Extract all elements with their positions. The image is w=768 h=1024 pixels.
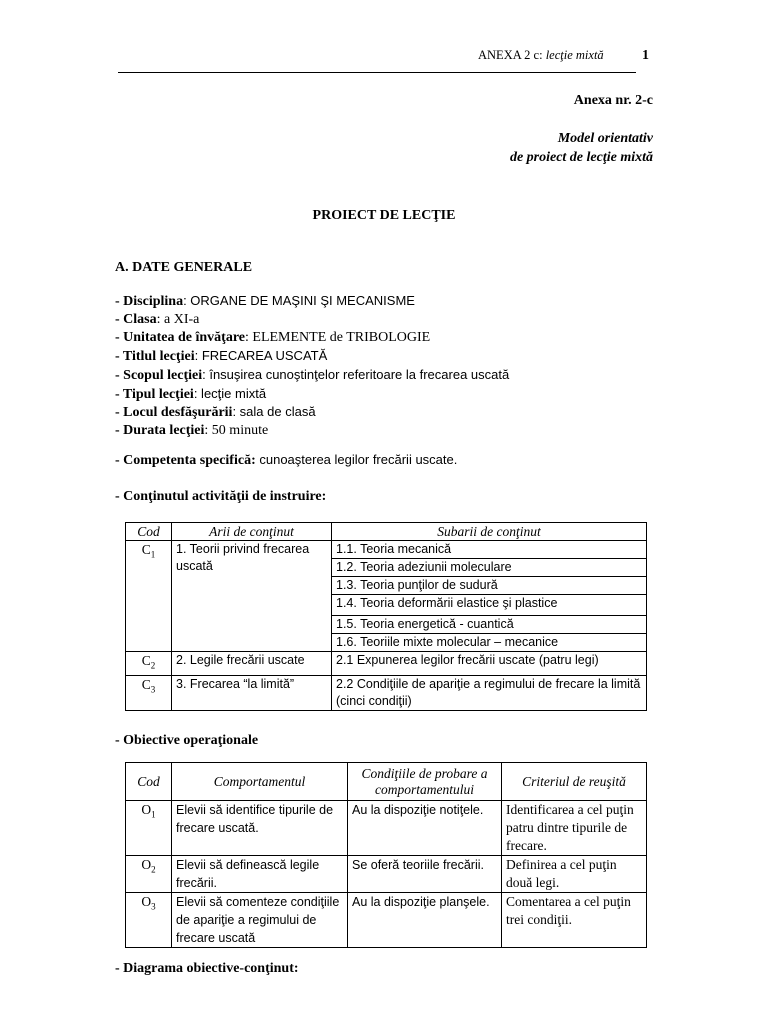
model-line-2: de proiect de lecţie mixtă — [509, 150, 653, 165]
general-item-titlul: - Titlul lecţiei: FRECAREA USCATĂ — [115, 347, 328, 364]
objectives-table-header — [126, 763, 647, 801]
subarea-cell: 2.2 Condiţiile de apariţie a regimului de frecare la limită (cinci condiţii) — [332, 675, 647, 710]
objective-conditions: Se oferă teoriile frecării. — [348, 856, 502, 893]
subarea-cell: 1.1. Teoria mecanică — [332, 541, 647, 559]
general-item-locul: - Locul desfăşurării: sala de clasă — [115, 404, 316, 421]
general-data-list — [115, 292, 509, 440]
header-annex-type: lecţie mixtă — [545, 48, 604, 62]
objective-behavior: Elevii să comenteze condiţiile de apariţie a regimului de frecare uscată — [172, 893, 348, 948]
general-item-disciplina: - Disciplina: ORGANE DE MAŞINI ŞI MECANISME — [115, 293, 415, 309]
table-row — [126, 675, 647, 710]
objective-code: $O_3$ — [126, 893, 172, 948]
annex-number: Anexa nr. 2-c — [573, 93, 653, 108]
col-header-cod: Cod — [126, 763, 172, 801]
objective-criterion: Identificarea a cel puţin patru dintre tipurile de frecare. — [502, 801, 647, 856]
header-annex-label: ANEXA 2 c: — [478, 48, 543, 62]
content-code-c2: $C_2$ — [126, 652, 172, 676]
table-row — [126, 652, 647, 676]
content-code-c3: $C_3$ — [126, 675, 172, 710]
objective-behavior: Elevii să definească legile frecării. — [172, 856, 348, 893]
competence-label: - Competenta specifică: — [115, 453, 256, 468]
general-item-clasa: - Clasa: a XI-a — [115, 311, 200, 327]
content-heading: - Conţinutul activităţii de instruire: — [115, 489, 327, 504]
col-header-conditii: Condiţiile de probare a comportamentului — [348, 763, 502, 801]
col-header-arii: Arii de conţinut — [172, 523, 332, 541]
section-a-heading: A. DATE GENERALE — [115, 260, 253, 275]
subarea-cell: 1.3. Teoria punţilor de sudură — [332, 577, 647, 595]
col-header-comportament: Comportamentul — [172, 763, 348, 801]
header-rule — [118, 72, 636, 73]
objective-code: $O_2$ — [126, 856, 172, 893]
objectives-table — [125, 762, 647, 948]
subarea-cell: 1.6. Teoriile mixte molecular – mecanice — [332, 634, 647, 652]
content-area-c1: 1. Teorii privind frecarea uscată — [172, 541, 332, 652]
content-area-c2: 2. Legile frecării uscate — [172, 652, 332, 676]
subarea-cell: 1.5. Teoria energetică - cuantică — [332, 616, 647, 634]
objective-conditions: Au la dispoziţie planşele. — [348, 893, 502, 948]
subarea-cell: 1.2. Teoria adeziunii moleculare — [332, 559, 647, 577]
competence-line — [115, 452, 457, 469]
table-row — [126, 801, 647, 856]
table-row — [126, 893, 647, 948]
model-caption — [510, 129, 653, 167]
subarea-cell: 1.4. Teoria deformării elastice şi plastice — [332, 595, 647, 616]
header-annex — [478, 48, 604, 63]
objectives-heading: - Obiective operaţionale — [115, 733, 259, 748]
col-header-subarii: Subarii de conţinut — [332, 523, 647, 541]
objective-conditions: Au la dispoziţie notiţele. — [348, 801, 502, 856]
general-item-tipul: - Tipul lecţiei: lecţie mixtă — [115, 385, 267, 402]
col-header-criteriu: Criteriul de reuşită — [502, 763, 647, 801]
general-item-scopul: - Scopul lecţiei: însuşirea cunoştinţelor referitoare la frecarea uscată — [115, 366, 510, 383]
diagram-heading: - Diagrama obiective-conţinut: — [115, 961, 299, 976]
objective-criterion: Comentarea a cel puţin trei condiţii. — [502, 893, 647, 948]
subarea-cell: 2.1 Expunerea legilor frecării uscate (patru legi) — [332, 652, 647, 676]
content-area-c3: 3. Frecarea “la limită” — [172, 675, 332, 710]
document-title: PROIECT DE LECŢIE — [312, 208, 456, 223]
content-code-c1: $C_1$ — [126, 541, 172, 652]
objective-criterion: Definirea a cel puţin două legi. — [502, 856, 647, 893]
general-item-unitatea: - Unitatea de învăţare: ELEMENTE de TRIBOLOGIE — [115, 329, 431, 345]
content-table-header — [126, 523, 647, 541]
content-table — [125, 522, 647, 711]
table-row — [126, 541, 647, 559]
table-row — [126, 856, 647, 893]
col-header-cod: Cod — [126, 523, 172, 541]
competence-value: cunoaşterea legilor frecării uscate. — [255, 452, 458, 467]
page-number: 1 — [642, 48, 649, 63]
objective-behavior: Elevii să identifice tipurile de frecare uscată. — [172, 801, 348, 856]
model-line-1: Model orientativ — [557, 131, 653, 146]
general-item-durata: - Durata lecţiei: 50 minute — [115, 423, 269, 439]
objective-code: $O_1$ — [126, 801, 172, 856]
